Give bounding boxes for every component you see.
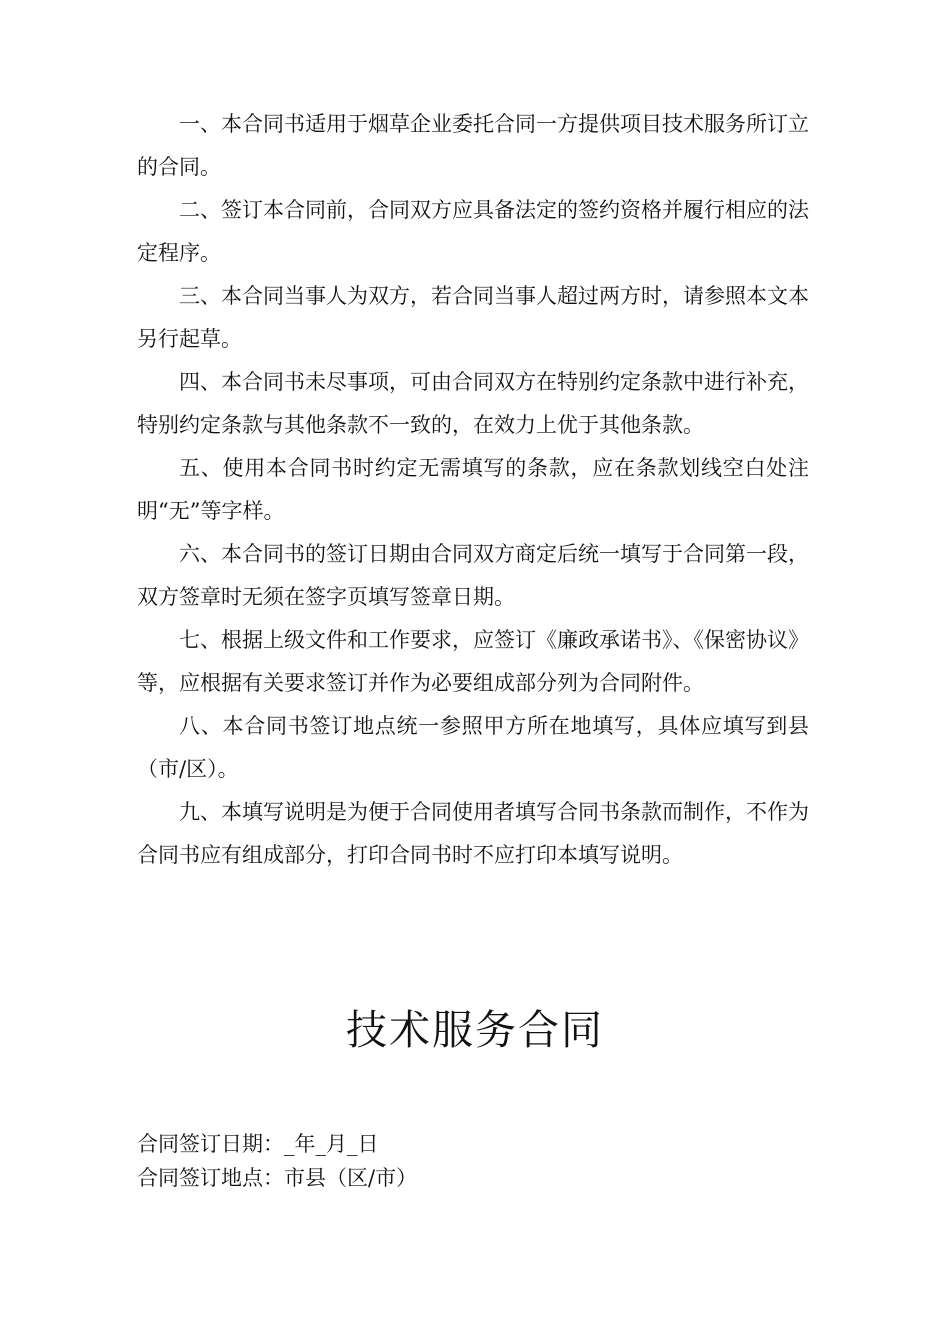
instruction-item-5: 五、使用本合同书时约定无需填写的条款，应在条款划线空白处注明“无”等字样。 [137, 456, 809, 523]
contract-title: 技术服务合同 [346, 1006, 604, 1054]
instruction-item-9: 九、本填写说明是为便于合同使用者填写合同书条款而制作，不作为合同书应有组成部分，打印合同书时不应打印本填写说明。 [137, 800, 809, 867]
instruction-item-2: 二、签订本合同前，合同双方应具备法定的签约资格并履行相应的法定程序。 [137, 198, 809, 265]
instruction-item-3: 三、本合同当事人为双方，若合同当事人超过两方时，请参照本文本另行起草。 [137, 284, 809, 351]
contract-sign-date: 合同签订日期：_年_月_日 [137, 1132, 379, 1156]
contract-sign-place: 合同签订地点：市县（区/市） [137, 1166, 418, 1190]
contract-meta [137, 1127, 809, 1195]
instruction-item-1: 一、本合同书适用于烟草企业委托合同一方提供项目技术服务所订立的合同。 [137, 112, 809, 179]
instruction-item-6: 六、本合同书的签订日期由合同双方商定后统一填写于合同第一段，双方签章时无须在签字页填写签章日期。 [137, 542, 809, 609]
instruction-item-7: 七、根据上级文件和工作要求，应签订《廉政承诺书》、《保密协议》等，应根据有关要求签订并作为必要组成部分列为合同附件。 [137, 628, 809, 695]
instruction-item-4: 四、本合同书未尽事项，可由合同双方在特别约定条款中进行补充，特别约定条款与其他条款不一致的，在效力上优于其他条款。 [137, 370, 809, 437]
instruction-item-8: 八、本合同书签订地点统一参照甲方所在地填写，具体应填写到县（市/区）。 [137, 714, 809, 781]
filling-instructions [137, 103, 809, 877]
